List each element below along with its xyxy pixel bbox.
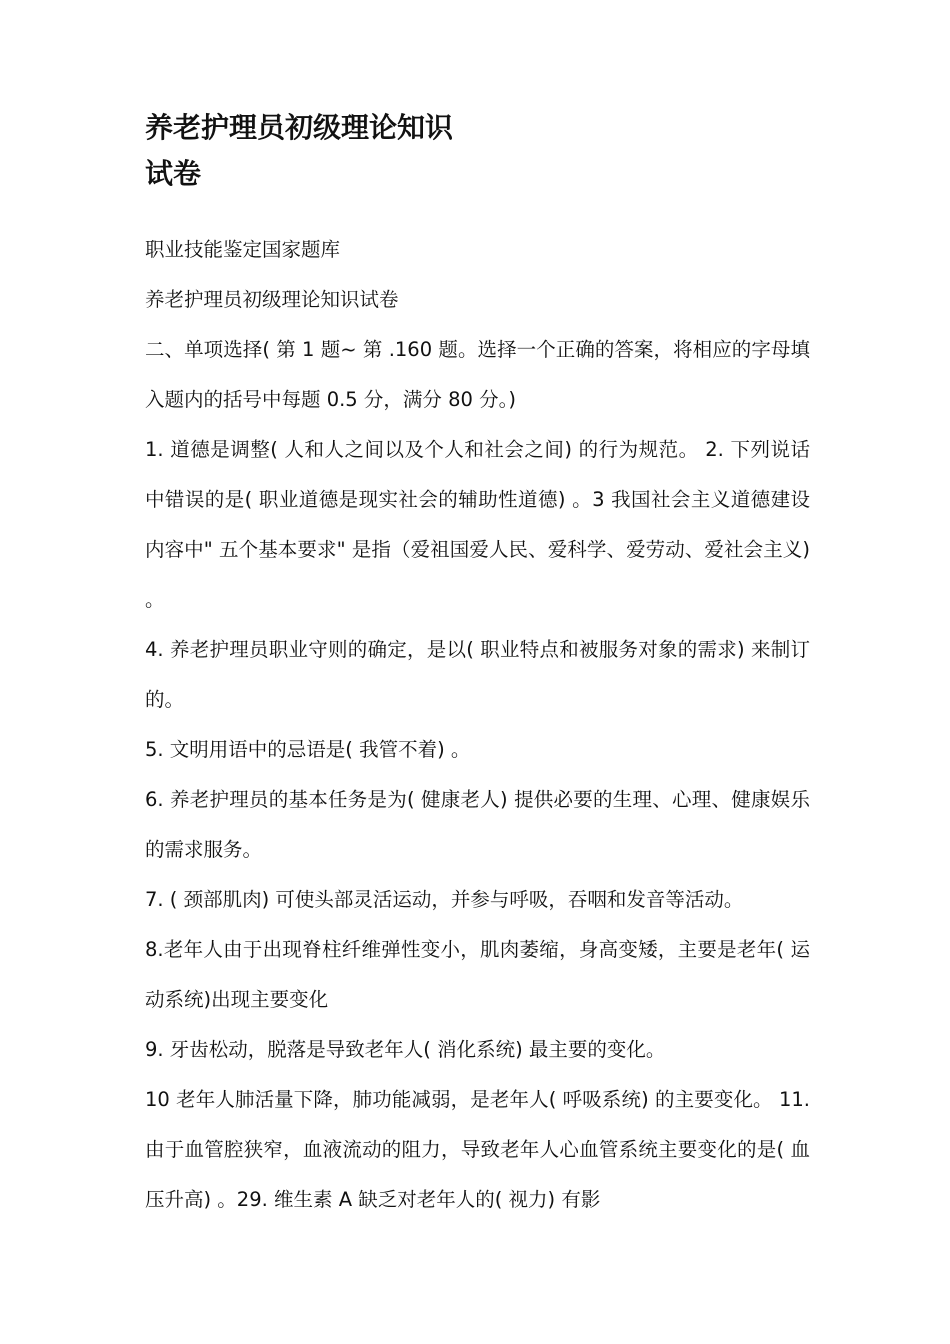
paragraph-question-4: 4. 养老护理员职业守则的确定，是以( 职业特点和被服务对象的需求) 来制订的。 <box>145 638 810 711</box>
paragraph-question-8: 8.老年人由于出现脊柱纤维弹性变小，肌肉萎缩，身高变矮，主要是老年( 运动系统)出现主要变化 <box>145 938 810 1011</box>
document-page <box>145 105 810 1225</box>
paragraph-question-6: 6. 养老护理员的基本任务是为( 健康老人) 提供必要的生理、心理、健康娱乐的需求服务。 <box>145 788 810 861</box>
paragraph-section-instructions: 二、单项选择( 第 1 题~ 第 .160 题。选择一个正确的答案，将相应的字母填入题内的括号中每题 0.5 分，满分 80 分。) <box>145 338 810 411</box>
paragraph-questions-10-29: 10 老年人肺活量下降，肺功能减弱，是老年人( 呼吸系统) 的主要变化。 11.由于血管腔狭窄，血液流动的阻力，导致老年人心血管系统主要变化的是( 血压升高) 。29. 维生素 A 缺乏对老年人的( 视力) 有影 <box>145 1088 810 1211</box>
paragraph-question-7: 7. ( 颈部肌肉) 可使头部灵活运动，并参与呼吸，吞咽和发音等活动。 <box>145 888 744 911</box>
document-body <box>145 225 810 1225</box>
paragraph-exam-name: 养老护理员初级理论知识试卷 <box>145 288 399 311</box>
paragraph-question-bank: 职业技能鉴定国家题库 <box>145 238 341 261</box>
paragraph-question-5: 5. 文明用语中的忌语是( 我管不着) 。 <box>145 738 471 761</box>
paragraph-question-9: 9. 牙齿松动，脱落是导致老年人( 消化系统) 最主要的变化。 <box>145 1038 666 1061</box>
document-title-line-2: 试卷 <box>145 157 202 190</box>
document-title-line-1: 养老护理员初级理论知识 <box>145 111 454 144</box>
paragraph-questions-1-3: 1. 道德是调整( 人和人之间以及个人和社会之间) 的行为规范。 2. 下列说话中错误的是( 职业道德是现实社会的辅助性道德) 。3 我国社会主义道德建设内容中" 五个基本要求" 是指（爱祖国爱人民、爱科学、爱劳动、爱社会主义) 。 <box>145 438 810 611</box>
